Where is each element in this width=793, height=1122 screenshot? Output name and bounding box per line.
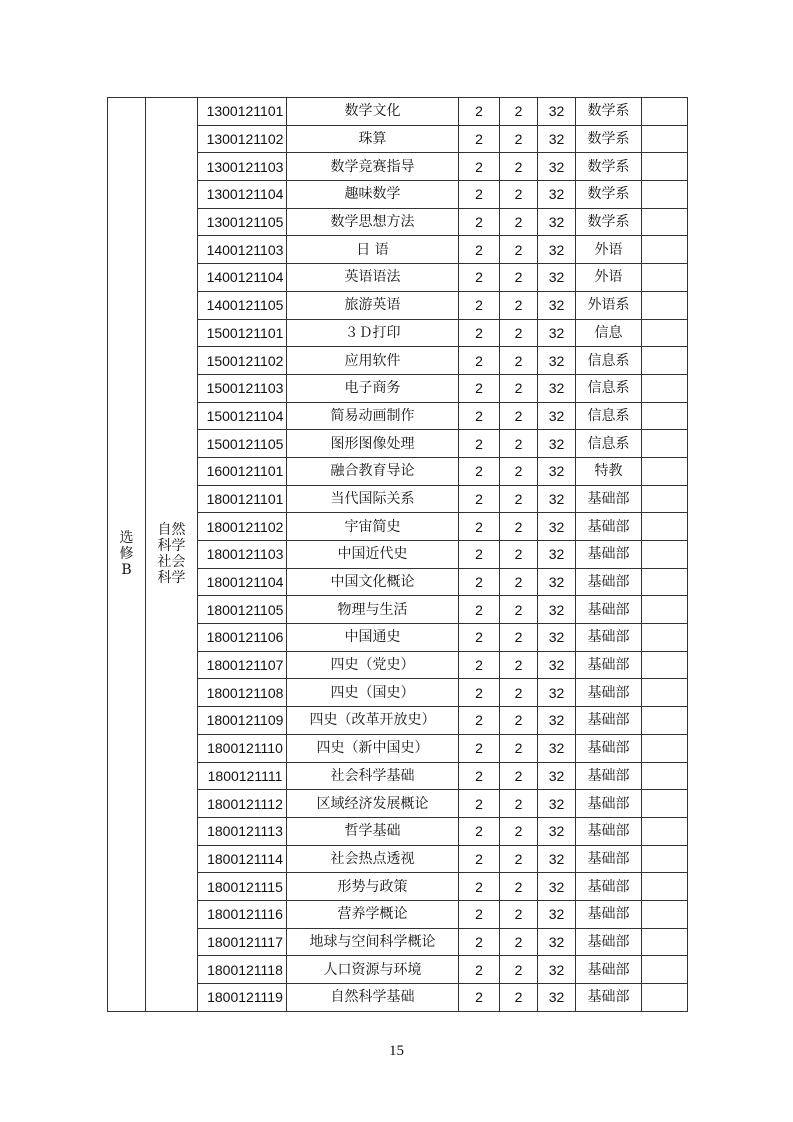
credits-cell: 2 xyxy=(459,707,500,735)
course-name-cell: 应用软件 xyxy=(287,347,459,375)
course-name-cell: 人口资源与环境 xyxy=(287,956,459,984)
weekly-hours-cell: 2 xyxy=(500,568,538,596)
course-code-cell: 1300121103 xyxy=(198,153,287,181)
note-cell xyxy=(642,928,688,956)
note-cell xyxy=(642,734,688,762)
total-hours-cell: 32 xyxy=(538,208,576,236)
course-code-cell: 1800121112 xyxy=(198,790,287,818)
total-hours-cell: 32 xyxy=(538,651,576,679)
course-code-cell: 1300121104 xyxy=(198,181,287,209)
total-hours-cell: 32 xyxy=(538,568,576,596)
note-cell xyxy=(642,457,688,485)
department-cell: 数学系 xyxy=(576,125,642,153)
course-name-cell: 四史（党史） xyxy=(287,651,459,679)
weekly-hours-cell: 2 xyxy=(500,900,538,928)
credits-cell: 2 xyxy=(459,513,500,541)
department-cell: 数学系 xyxy=(576,98,642,126)
note-cell xyxy=(642,291,688,319)
total-hours-cell: 32 xyxy=(538,457,576,485)
course-code-cell: 1800121110 xyxy=(198,734,287,762)
department-cell: 特教 xyxy=(576,457,642,485)
weekly-hours-cell: 2 xyxy=(500,181,538,209)
note-cell xyxy=(642,208,688,236)
course-name-cell: 哲学基础 xyxy=(287,817,459,845)
weekly-hours-cell: 2 xyxy=(500,402,538,430)
credits-cell: 2 xyxy=(459,374,500,402)
department-cell: 外语系 xyxy=(576,291,642,319)
course-name-cell: 融合教育导论 xyxy=(287,457,459,485)
total-hours-cell: 32 xyxy=(538,734,576,762)
credits-cell: 2 xyxy=(459,347,500,375)
credits-cell: 2 xyxy=(459,900,500,928)
course-code-cell: 1500121105 xyxy=(198,430,287,458)
weekly-hours-cell: 2 xyxy=(500,956,538,984)
total-hours-cell: 32 xyxy=(538,900,576,928)
credits-cell: 2 xyxy=(459,596,500,624)
course-name-cell: 区域经济发展概论 xyxy=(287,790,459,818)
course-code-cell: 1500121102 xyxy=(198,347,287,375)
note-cell xyxy=(642,651,688,679)
total-hours-cell: 32 xyxy=(538,402,576,430)
credits-cell: 2 xyxy=(459,402,500,430)
course-name-cell: 自然科学基础 xyxy=(287,984,459,1012)
total-hours-cell: 32 xyxy=(538,264,576,292)
subcategory-line: 科学 xyxy=(157,538,186,555)
department-cell: 基础部 xyxy=(576,790,642,818)
total-hours-cell: 32 xyxy=(538,596,576,624)
course-code-cell: 1800121116 xyxy=(198,900,287,928)
weekly-hours-cell: 2 xyxy=(500,707,538,735)
weekly-hours-cell: 2 xyxy=(500,457,538,485)
total-hours-cell: 32 xyxy=(538,541,576,569)
weekly-hours-cell: 2 xyxy=(500,817,538,845)
course-code-cell: 1800121108 xyxy=(198,679,287,707)
department-cell: 信息系 xyxy=(576,430,642,458)
credits-cell: 2 xyxy=(459,651,500,679)
total-hours-cell: 32 xyxy=(538,374,576,402)
weekly-hours-cell: 2 xyxy=(500,374,538,402)
course-name-cell: 图形图像处理 xyxy=(287,430,459,458)
note-cell xyxy=(642,679,688,707)
department-cell: 信息 xyxy=(576,319,642,347)
course-name-cell: 中国近代史 xyxy=(287,541,459,569)
note-cell xyxy=(642,541,688,569)
weekly-hours-cell: 2 xyxy=(500,928,538,956)
total-hours-cell: 32 xyxy=(538,430,576,458)
total-hours-cell: 32 xyxy=(538,873,576,901)
subcategory-cell xyxy=(146,98,198,1012)
weekly-hours-cell: 2 xyxy=(500,790,538,818)
course-code-cell: 1300121101 xyxy=(198,98,287,126)
credits-cell: 2 xyxy=(459,236,500,264)
total-hours-cell: 32 xyxy=(538,707,576,735)
course-name-cell: 物理与生活 xyxy=(287,596,459,624)
course-name-cell: 社会热点透视 xyxy=(287,845,459,873)
department-cell: 基础部 xyxy=(576,707,642,735)
department-cell: 基础部 xyxy=(576,734,642,762)
department-cell: 基础部 xyxy=(576,485,642,513)
course-name-cell: 四史（改革开放史） xyxy=(287,707,459,735)
note-cell xyxy=(642,264,688,292)
note-cell xyxy=(642,125,688,153)
credits-cell: 2 xyxy=(459,734,500,762)
course-code-cell: 1500121103 xyxy=(198,374,287,402)
credits-cell: 2 xyxy=(459,873,500,901)
course-code-cell: 1800121107 xyxy=(198,651,287,679)
note-cell xyxy=(642,873,688,901)
course-name-cell: 电子商务 xyxy=(287,374,459,402)
category-cell xyxy=(108,98,146,1012)
credits-cell: 2 xyxy=(459,98,500,126)
course-code-cell: 1800121106 xyxy=(198,624,287,652)
total-hours-cell: 32 xyxy=(538,928,576,956)
credits-cell: 2 xyxy=(459,679,500,707)
course-name-cell: 数学文化 xyxy=(287,98,459,126)
department-cell: 基础部 xyxy=(576,928,642,956)
page-number: 15 xyxy=(389,1043,404,1059)
course-code-cell: 1800121103 xyxy=(198,541,287,569)
weekly-hours-cell: 2 xyxy=(500,873,538,901)
credits-cell: 2 xyxy=(459,264,500,292)
note-cell xyxy=(642,956,688,984)
course-code-cell: 1500121104 xyxy=(198,402,287,430)
weekly-hours-cell: 2 xyxy=(500,291,538,319)
total-hours-cell: 32 xyxy=(538,319,576,347)
note-cell xyxy=(642,790,688,818)
note-cell xyxy=(642,347,688,375)
course-name-cell: 四史（新中国史） xyxy=(287,734,459,762)
note-cell xyxy=(642,817,688,845)
department-cell: 基础部 xyxy=(576,568,642,596)
subcategory-line: 科学 xyxy=(157,570,186,587)
total-hours-cell: 32 xyxy=(538,125,576,153)
weekly-hours-cell: 2 xyxy=(500,984,538,1012)
course-code-cell: 1300121105 xyxy=(198,208,287,236)
weekly-hours-cell: 2 xyxy=(500,153,538,181)
department-cell: 基础部 xyxy=(576,873,642,901)
course-name-cell: 四史（国史） xyxy=(287,679,459,707)
total-hours-cell: 32 xyxy=(538,153,576,181)
course-name-cell: 宇宙简史 xyxy=(287,513,459,541)
note-cell xyxy=(642,707,688,735)
credits-cell: 2 xyxy=(459,208,500,236)
total-hours-cell: 32 xyxy=(538,98,576,126)
department-cell: 外语 xyxy=(576,264,642,292)
department-cell: 外语 xyxy=(576,236,642,264)
category-char: B xyxy=(121,562,132,579)
total-hours-cell: 32 xyxy=(538,236,576,264)
category-char: 修 xyxy=(119,546,134,563)
course-name-cell: 珠算 xyxy=(287,125,459,153)
total-hours-cell: 32 xyxy=(538,291,576,319)
credits-cell: 2 xyxy=(459,928,500,956)
course-name-cell: 社会科学基础 xyxy=(287,762,459,790)
course-name-cell: 中国文化概论 xyxy=(287,568,459,596)
department-cell: 信息系 xyxy=(576,402,642,430)
total-hours-cell: 32 xyxy=(538,790,576,818)
credits-cell: 2 xyxy=(459,845,500,873)
note-cell xyxy=(642,181,688,209)
weekly-hours-cell: 2 xyxy=(500,624,538,652)
weekly-hours-cell: 2 xyxy=(500,651,538,679)
credits-cell: 2 xyxy=(459,817,500,845)
department-cell: 基础部 xyxy=(576,762,642,790)
course-table xyxy=(107,97,688,1012)
department-cell: 基础部 xyxy=(576,541,642,569)
course-name-cell: 简易动画制作 xyxy=(287,402,459,430)
total-hours-cell: 32 xyxy=(538,624,576,652)
credits-cell: 2 xyxy=(459,956,500,984)
course-code-cell: 1600121101 xyxy=(198,457,287,485)
note-cell xyxy=(642,624,688,652)
total-hours-cell: 32 xyxy=(538,679,576,707)
course-code-cell: 1300121102 xyxy=(198,125,287,153)
note-cell xyxy=(642,762,688,790)
credits-cell: 2 xyxy=(459,485,500,513)
department-cell: 基础部 xyxy=(576,984,642,1012)
credits-cell: 2 xyxy=(459,762,500,790)
total-hours-cell: 32 xyxy=(538,513,576,541)
credits-cell: 2 xyxy=(459,624,500,652)
weekly-hours-cell: 2 xyxy=(500,596,538,624)
total-hours-cell: 32 xyxy=(538,817,576,845)
total-hours-cell: 32 xyxy=(538,485,576,513)
credits-cell: 2 xyxy=(459,319,500,347)
course-code-cell: 1800121115 xyxy=(198,873,287,901)
course-name-cell: 趣味数学 xyxy=(287,181,459,209)
department-cell: 基础部 xyxy=(576,845,642,873)
course-code-cell: 1800121105 xyxy=(198,596,287,624)
note-cell xyxy=(642,900,688,928)
course-code-cell: 1400121103 xyxy=(198,236,287,264)
course-name-cell: 中国通史 xyxy=(287,624,459,652)
total-hours-cell: 32 xyxy=(538,984,576,1012)
course-code-cell: 1400121105 xyxy=(198,291,287,319)
note-cell xyxy=(642,984,688,1012)
weekly-hours-cell: 2 xyxy=(500,347,538,375)
department-cell: 数学系 xyxy=(576,208,642,236)
weekly-hours-cell: 2 xyxy=(500,485,538,513)
credits-cell: 2 xyxy=(459,430,500,458)
department-cell: 基础部 xyxy=(576,900,642,928)
course-name-cell: ３Ｄ打印 xyxy=(287,319,459,347)
note-cell xyxy=(642,513,688,541)
course-code-cell: 1800121104 xyxy=(198,568,287,596)
category-char: 选 xyxy=(119,530,134,547)
total-hours-cell: 32 xyxy=(538,181,576,209)
course-code-cell: 1400121104 xyxy=(198,264,287,292)
course-code-cell: 1800121113 xyxy=(198,817,287,845)
course-name-cell: 旅游英语 xyxy=(287,291,459,319)
department-cell: 信息系 xyxy=(576,374,642,402)
course-name-cell: 形势与政策 xyxy=(287,873,459,901)
course-name-cell: 日 语 xyxy=(287,236,459,264)
department-cell: 基础部 xyxy=(576,624,642,652)
note-cell xyxy=(642,319,688,347)
department-cell: 基础部 xyxy=(576,817,642,845)
course-code-cell: 1800121114 xyxy=(198,845,287,873)
course-name-cell: 当代国际关系 xyxy=(287,485,459,513)
department-cell: 基础部 xyxy=(576,513,642,541)
course-name-cell: 营养学概论 xyxy=(287,900,459,928)
note-cell xyxy=(642,98,688,126)
department-cell: 信息系 xyxy=(576,347,642,375)
credits-cell: 2 xyxy=(459,790,500,818)
note-cell xyxy=(642,596,688,624)
department-cell: 基础部 xyxy=(576,596,642,624)
course-code-cell: 1800121119 xyxy=(198,984,287,1012)
course-name-cell: 地球与空间科学概论 xyxy=(287,928,459,956)
course-code-cell: 1800121109 xyxy=(198,707,287,735)
weekly-hours-cell: 2 xyxy=(500,845,538,873)
weekly-hours-cell: 2 xyxy=(500,679,538,707)
department-cell: 数学系 xyxy=(576,181,642,209)
subcategory-line: 自然 xyxy=(157,522,186,539)
weekly-hours-cell: 2 xyxy=(500,264,538,292)
total-hours-cell: 32 xyxy=(538,347,576,375)
credits-cell: 2 xyxy=(459,568,500,596)
note-cell xyxy=(642,845,688,873)
note-cell xyxy=(642,402,688,430)
total-hours-cell: 32 xyxy=(538,762,576,790)
note-cell xyxy=(642,485,688,513)
credits-cell: 2 xyxy=(459,181,500,209)
note-cell xyxy=(642,153,688,181)
weekly-hours-cell: 2 xyxy=(500,125,538,153)
credits-cell: 2 xyxy=(459,153,500,181)
weekly-hours-cell: 2 xyxy=(500,236,538,264)
table-row xyxy=(108,98,688,126)
weekly-hours-cell: 2 xyxy=(500,513,538,541)
course-name-cell: 数学思想方法 xyxy=(287,208,459,236)
note-cell xyxy=(642,236,688,264)
department-cell: 基础部 xyxy=(576,651,642,679)
weekly-hours-cell: 2 xyxy=(500,208,538,236)
credits-cell: 2 xyxy=(459,291,500,319)
department-cell: 基础部 xyxy=(576,956,642,984)
weekly-hours-cell: 2 xyxy=(500,541,538,569)
credits-cell: 2 xyxy=(459,541,500,569)
course-code-cell: 1800121111 xyxy=(198,762,287,790)
course-code-cell: 1800121101 xyxy=(198,485,287,513)
credits-cell: 2 xyxy=(459,984,500,1012)
note-cell xyxy=(642,374,688,402)
credits-cell: 2 xyxy=(459,125,500,153)
course-name-cell: 数学竞赛指导 xyxy=(287,153,459,181)
course-name-cell: 英语语法 xyxy=(287,264,459,292)
course-table-body xyxy=(108,98,688,1012)
total-hours-cell: 32 xyxy=(538,956,576,984)
course-code-cell: 1800121117 xyxy=(198,928,287,956)
credits-cell: 2 xyxy=(459,457,500,485)
weekly-hours-cell: 2 xyxy=(500,98,538,126)
note-cell xyxy=(642,568,688,596)
note-cell xyxy=(642,430,688,458)
total-hours-cell: 32 xyxy=(538,845,576,873)
department-cell: 数学系 xyxy=(576,153,642,181)
weekly-hours-cell: 2 xyxy=(500,762,538,790)
department-cell: 基础部 xyxy=(576,679,642,707)
weekly-hours-cell: 2 xyxy=(500,430,538,458)
course-code-cell: 1800121102 xyxy=(198,513,287,541)
weekly-hours-cell: 2 xyxy=(500,319,538,347)
course-code-cell: 1800121118 xyxy=(198,956,287,984)
subcategory-line: 社会 xyxy=(157,554,186,571)
weekly-hours-cell: 2 xyxy=(500,734,538,762)
course-code-cell: 1500121101 xyxy=(198,319,287,347)
